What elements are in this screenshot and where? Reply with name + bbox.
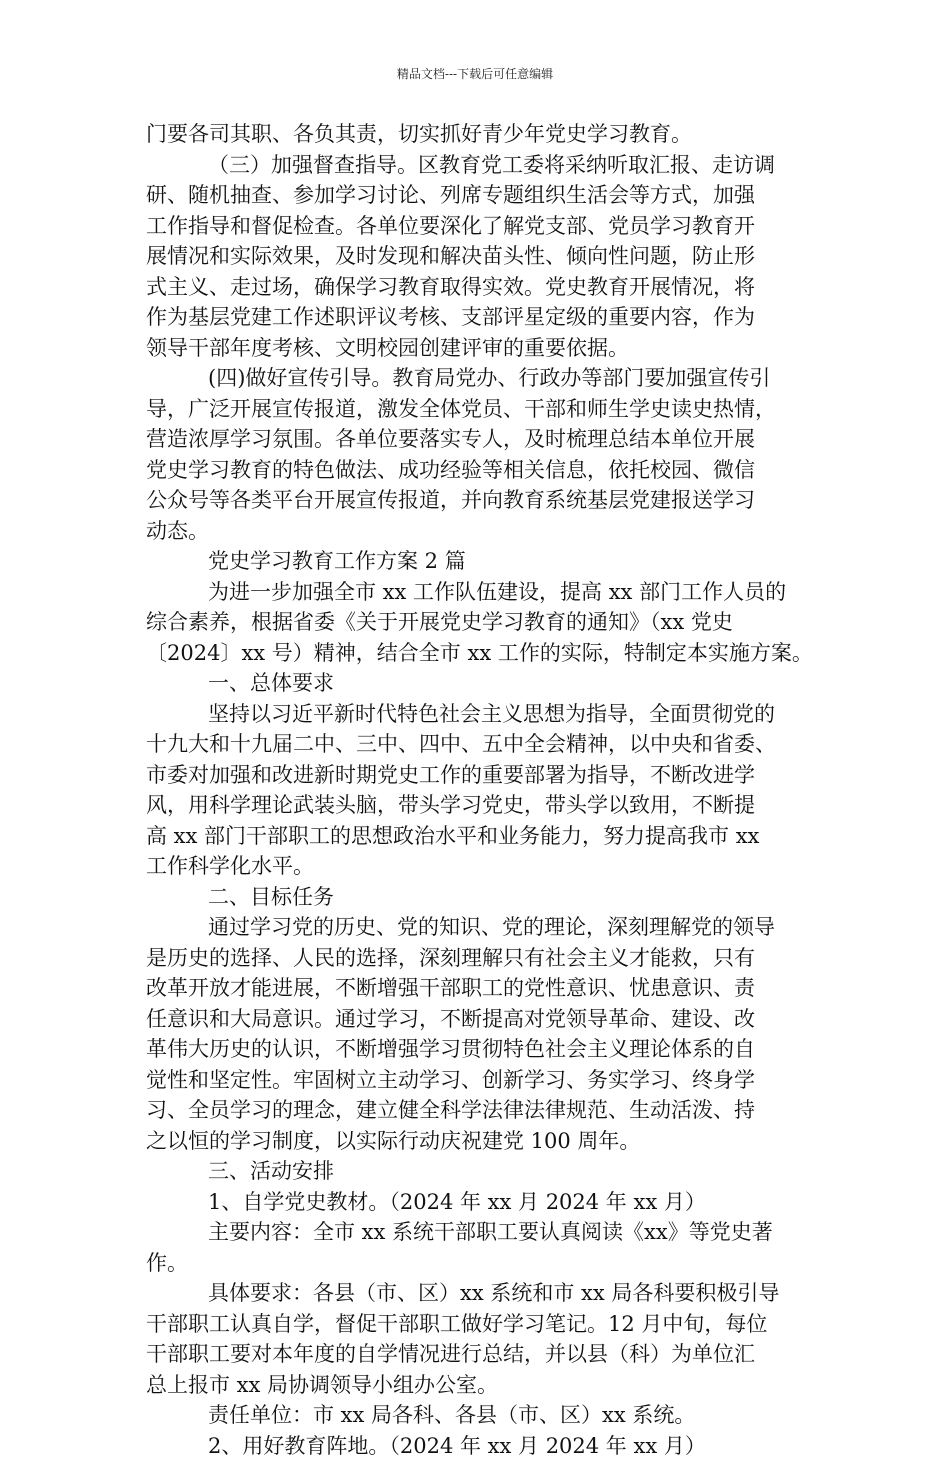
text-line: 党史学习教育工作方案 2 篇 xyxy=(146,546,810,577)
text-line: 导，广泛开展宣传报道，激发全体党员、干部和师生学史读史热情， xyxy=(146,394,810,425)
text-line: 通过学习党的历史、党的知识、党的理论，深刻理解党的领导 xyxy=(146,912,810,943)
text-line: 一、总体要求 xyxy=(146,668,810,699)
text-line: （三）加强督查指导。区教育党工委将采纳听取汇报、走访调 xyxy=(146,150,810,181)
text-line: 动态。 xyxy=(146,516,810,547)
text-line: 〔2024〕xx 号）精神，结合全市 xx 工作的实际，特制定本实施方案。 xyxy=(146,638,810,669)
text-line: (四)做好宣传引导。教育局党办、行政办等部门要加强宣传引 xyxy=(146,363,810,394)
text-line: 风，用科学理论武装头脑，带头学习党史，带头学以致用，不断提 xyxy=(146,790,810,821)
text-line: 工作科学化水平。 xyxy=(146,851,810,882)
document-body xyxy=(146,119,810,1461)
text-line: 1、自学党史教材。（2024 年 xx 月 2024 年 xx 月） xyxy=(146,1187,810,1218)
text-line: 三、活动安排 xyxy=(146,1156,810,1187)
text-line: 具体要求：各县（市、区）xx 系统和市 xx 局各科要积极引导 xyxy=(146,1278,810,1309)
text-line: 坚持以习近平新时代特色社会主义思想为指导，全面贯彻党的 xyxy=(146,699,810,730)
text-line: 门要各司其职、各负其责，切实抓好青少年党史学习教育。 xyxy=(146,119,810,150)
text-line: 责任单位：市 xx 局各科、各县（市、区）xx 系统。 xyxy=(146,1400,810,1431)
text-line: 市委对加强和改进新时期党史工作的重要部署为指导，不断改进学 xyxy=(146,760,810,791)
text-line: 公众号等各类平台开展宣传报道，并向教育系统基层党建报送学习 xyxy=(146,485,810,516)
text-line: 式主义、走过场，确保学习教育取得实效。党史教育开展情况，将 xyxy=(146,272,810,303)
text-line: 习、全员学习的理念，建立健全科学法律法律规范、生动活泼、持 xyxy=(146,1095,810,1126)
text-line: 是历史的选择、人民的选择，深刻理解只有社会主义才能救，只有 xyxy=(146,943,810,974)
text-line: 领导干部年度考核、文明校园创建评审的重要依据。 xyxy=(146,333,810,364)
text-line: 作为基层党建工作述职评议考核、支部评星定级的重要内容，作为 xyxy=(146,302,810,333)
text-line: 为进一步加强全市 xx 工作队伍建设，提高 xx 部门工作人员的 xyxy=(146,577,810,608)
text-line: 营造浓厚学习氛围。各单位要落实专人，及时梳理总结本单位开展 xyxy=(146,424,810,455)
text-line: 革伟大历史的认识，不断增强学习贯彻特色社会主义理论体系的自 xyxy=(146,1034,810,1065)
text-line: 任意识和大局意识。通过学习，不断提高对党领导革命、建设、改 xyxy=(146,1004,810,1035)
text-line: 干部职工要对本年度的自学情况进行总结，并以县（科）为单位汇 xyxy=(146,1339,810,1370)
text-line: 展情况和实际效果，及时发现和解决苗头性、倾向性问题，防止形 xyxy=(146,241,810,272)
text-line: 总上报市 xx 局协调领导小组办公室。 xyxy=(146,1370,810,1401)
text-line: 二、目标任务 xyxy=(146,882,810,913)
text-line: 干部职工认真自学，督促干部职工做好学习笔记。12 月中旬，每位 xyxy=(146,1309,810,1340)
page-header: 精品文档---下载后可任意编辑 xyxy=(0,66,950,82)
text-line: 作。 xyxy=(146,1248,810,1279)
text-line: 2、用好教育阵地。（2024 年 xx 月 2024 年 xx 月） xyxy=(146,1431,810,1461)
text-line: 研、随机抽查、参加学习讨论、列席专题组织生活会等方式，加强 xyxy=(146,180,810,211)
text-line: 觉性和坚定性。牢固树立主动学习、创新学习、务实学习、终身学 xyxy=(146,1065,810,1096)
text-line: 十九大和十九届二中、三中、四中、五中全会精神，以中央和省委、 xyxy=(146,729,810,760)
text-line: 之以恒的学习制度，以实际行动庆祝建党 100 周年。 xyxy=(146,1126,810,1157)
text-line: 主要内容：全市 xx 系统干部职工要认真阅读《xx》等党史著 xyxy=(146,1217,810,1248)
text-line: 党史学习教育的特色做法、成功经验等相关信息，依托校园、微信 xyxy=(146,455,810,486)
text-line: 综合素养，根据省委《关于开展党史学习教育的通知》（xx 党史 xyxy=(146,607,810,638)
text-line: 工作指导和督促检查。各单位要深化了解党支部、党员学习教育开 xyxy=(146,211,810,242)
text-line: 改革开放才能进展，不断增强干部职工的党性意识、忧患意识、责 xyxy=(146,973,810,1004)
text-line: 高 xx 部门干部职工的思想政治水平和业务能力，努力提高我市 xx xyxy=(146,821,810,852)
